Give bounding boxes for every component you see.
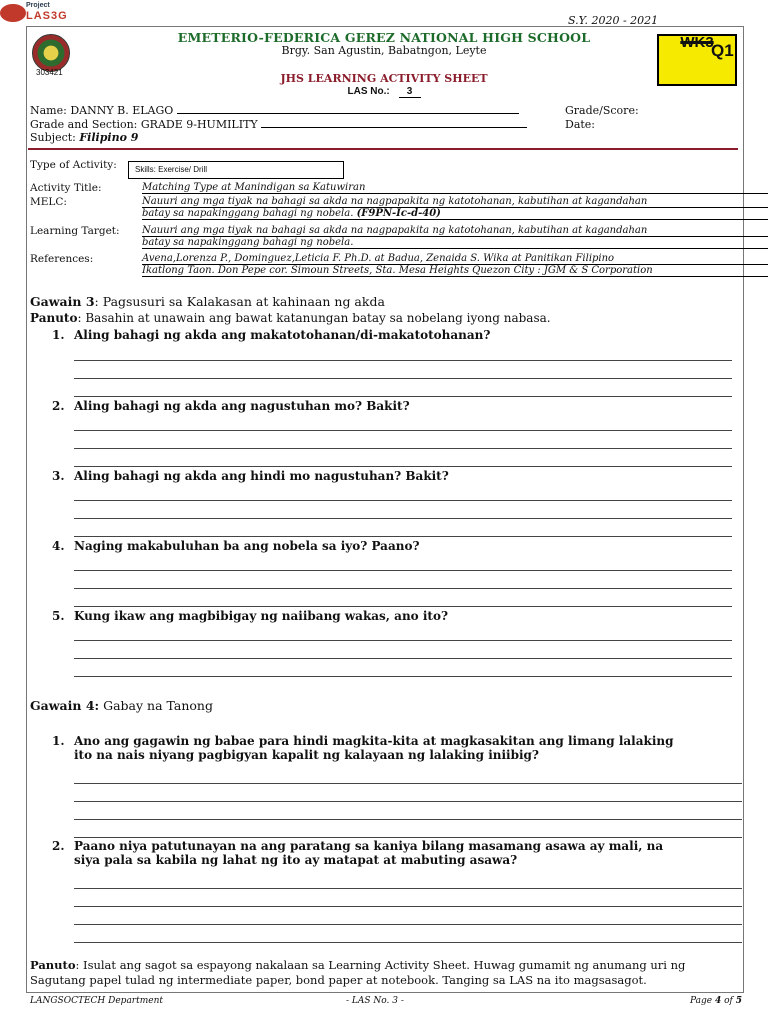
project-logo [0,0,68,26]
activity-type-label: Type of Activity: [30,159,117,171]
project-logo-text: LAS3G [26,10,68,22]
gawain4-title [30,698,213,713]
footer-page [690,996,742,1006]
gawain3-panuto-label: Panuto [30,311,78,325]
school-year: S.Y. 2020 - 2021 [568,14,659,27]
g4-q1-answer-line-3[interactable] [74,819,742,820]
quarter-badge [657,34,737,86]
g3-q2-answer-line-1[interactable] [74,430,732,431]
g3-q2-answer-line-2[interactable] [74,448,732,449]
g4-question-2 [52,839,663,867]
g3-question-1 [52,328,490,342]
bottom-instructions [30,958,740,988]
g3-q5-answer-line-1[interactable] [74,640,732,641]
school-code: 303421 [36,68,63,77]
project-logo-top: Project [26,2,50,9]
footer-department: LANGSOCTECH Department [30,996,164,1006]
melc-line-1: Nauuri ang mga tiyak na bahagi sa akda na nagpapakita ng katotohanan, kabutihan at kagandahan [142,196,768,208]
learning-target-label: Learning Target: [30,225,120,237]
name-line [177,104,519,114]
g4-q1-answer-line-4[interactable] [74,837,742,838]
student-name[interactable]: DANNY B. ELAGO [70,104,174,117]
g3-q4-answer-line-3[interactable] [74,606,732,607]
header-divider [28,148,738,150]
subject-row [30,131,138,144]
name-label: Name: [30,104,67,117]
quarter-label: Q1 [711,41,734,60]
g3-q2-answer-line-3[interactable] [74,466,732,467]
g3-question-3 [52,469,449,483]
section-row [30,118,596,131]
references-line-2: Ikatlong Taon. Don Pepe cor. Simoun Streets, Sta. Mesa Heights Quezon City : JGM & S Corporation [142,265,768,277]
g4-q1-line-2: ito na nais niyang pagbigyan kapalit ng kalayaan ng lalaking iniibig? [74,748,539,762]
learning-target-value [142,225,768,249]
target-line-1: Nauuri ang mga tiyak na bahagi sa akda na nagpapakita ng katotohanan, kabutihan at kagandahan [142,225,768,237]
g4-q2-answer-line-3[interactable] [74,924,742,925]
g3-q3-answer-line-1[interactable] [74,500,732,501]
section-line [261,118,527,128]
project-logo-emblem [0,4,26,22]
las-number-label: LAS No.: [347,86,390,97]
g4-q1-num: 1. [52,734,65,748]
las-number-value: 3 [399,86,421,98]
g4-q2-answer-line-1[interactable] [74,888,742,889]
g3-q2-text: Aling bahagi ng akda ang nagustuhan mo? Bakit? [74,399,410,413]
melc-code: (F9PN-Ic-d-40) [356,208,441,219]
g4-q1-answer-line-1[interactable] [74,783,742,784]
g3-q5-answer-line-2[interactable] [74,658,732,659]
g3-question-2 [52,399,410,413]
gawain4-title-text: Gabay na Tanong [99,698,213,713]
gawain3-instructions [30,311,551,325]
school-name: EMETERIO-FEDERICA GEREZ NATIONAL HIGH SCHOOL [177,30,591,45]
g3-q5-text: Kung ikaw ang magbibigay ng naiibang wakas, ano ito? [74,609,448,623]
melc-line-2 [142,208,768,220]
g3-q4-text: Naging makabuluhan ba ang nobela sa iyo? Paano? [74,539,420,553]
g4-q2-line-1: Paano niya patutunayan na ang paratang sa kaniya bilang masamang asawa ay mali, na [74,839,664,853]
week-label: WK3 [680,34,714,51]
g4-q2-num: 2. [52,839,65,853]
g3-q3-text: Aling bahagi ng akda ang hindi mo nagustuhan? Bakit? [74,469,449,483]
las-number [0,86,768,98]
gawain3-label: Gawain 3 [30,294,95,309]
footer-page-current: 4 [714,996,722,1006]
activity-title-label: Activity Title: [30,182,102,194]
g3-q1-answer-line-2[interactable] [74,378,732,379]
g4-q2-answer-line-2[interactable] [74,906,742,907]
g3-q1-num: 1. [52,328,65,342]
g3-q3-num: 3. [52,469,65,483]
activity-title-value: Matching Type at Manindigan sa Katuwiran [142,182,768,194]
g4-q2-answer-line-4[interactable] [74,942,742,943]
name-row [30,104,639,117]
gawain3-panuto-text: : Basahin at unawain ang bawat katanungan batay sa nobelang iyong nabasa. [77,311,551,325]
footer-page-total: 5 [735,996,743,1006]
gawain3-title [30,294,385,309]
g3-q5-num: 5. [52,609,65,623]
g3-q1-text: Aling bahagi ng akda ang makatotohanan/di-makatotohanan? [74,328,491,342]
g3-q4-answer-line-2[interactable] [74,588,732,589]
references-line-1: Avena,Lorenza P., Dominguez,Leticia F. Ph.D. at Badua, Zenaida S. Wika at Panitikan Filipino [142,253,768,265]
references-value [142,253,768,277]
g3-q3-answer-line-3[interactable] [74,536,732,537]
melc-value [142,196,768,220]
g3-q1-answer-line-3[interactable] [74,396,732,397]
g3-question-5 [52,609,448,623]
footer-page-prefix: Page [690,996,713,1006]
gawain3-title-text: : Pagsusuri sa Kalakasan at kahinaan ng akda [94,294,385,309]
bottom-panuto-text: : Isulat ang sagot sa espayong nakalaan sa Learning Activity Sheet. Huwag gumamit ng anumang uri ng Sagutang papel tulad ng intermediate paper, bond paper at notebook. Tanging sa LAS na ito magsasagot. [30,958,686,987]
g4-question-1 [52,734,674,762]
g3-q2-num: 2. [52,399,65,413]
g3-q5-answer-line-3[interactable] [74,676,732,677]
references-label: References: [30,253,94,265]
date-label: Date: [565,118,596,131]
gawain4-label: Gawain 4: [30,698,100,713]
g3-q4-num: 4. [52,539,65,553]
g3-question-4 [52,539,420,553]
g4-q1-line-1: Ano ang gagawin ng babae para hindi magkita-kita at magkasakitan ang limang lalaking [74,734,674,748]
bottom-panuto-label: Panuto [30,958,76,972]
subject-value: Filipino 9 [79,131,139,144]
g3-q4-answer-line-1[interactable] [74,570,732,571]
g4-q1-answer-line-2[interactable] [74,801,742,802]
g3-q1-answer-line-1[interactable] [74,360,732,361]
melc-line-2-text: batay sa napakinggang bahagi ng nobela. [142,208,354,219]
sheet-title: JHS LEARNING ACTIVITY SHEET [280,72,488,85]
g3-q3-answer-line-2[interactable] [74,518,732,519]
g4-q2-line-2: siya pala sa kabila ng lahat ng ito ay matapat at mabuting asawa? [74,853,518,867]
target-line-2: batay sa napakinggang bahagi ng nobela. [142,237,768,249]
melc-label: MELC: [30,196,67,208]
grade-score-label: Grade/Score: [565,104,639,117]
footer-las: - LAS No. 3 - [346,996,404,1006]
subject-label: Subject: [30,131,76,144]
activity-type-box: Skills: Exercise/ Drill [128,161,344,179]
school-address: Brgy. San Agustin, Babatngon, Leyte [281,44,487,57]
section-label: Grade and Section: [30,118,138,131]
student-section[interactable]: GRADE 9-HUMILITY [140,118,258,131]
footer-page-of: of [724,996,733,1006]
